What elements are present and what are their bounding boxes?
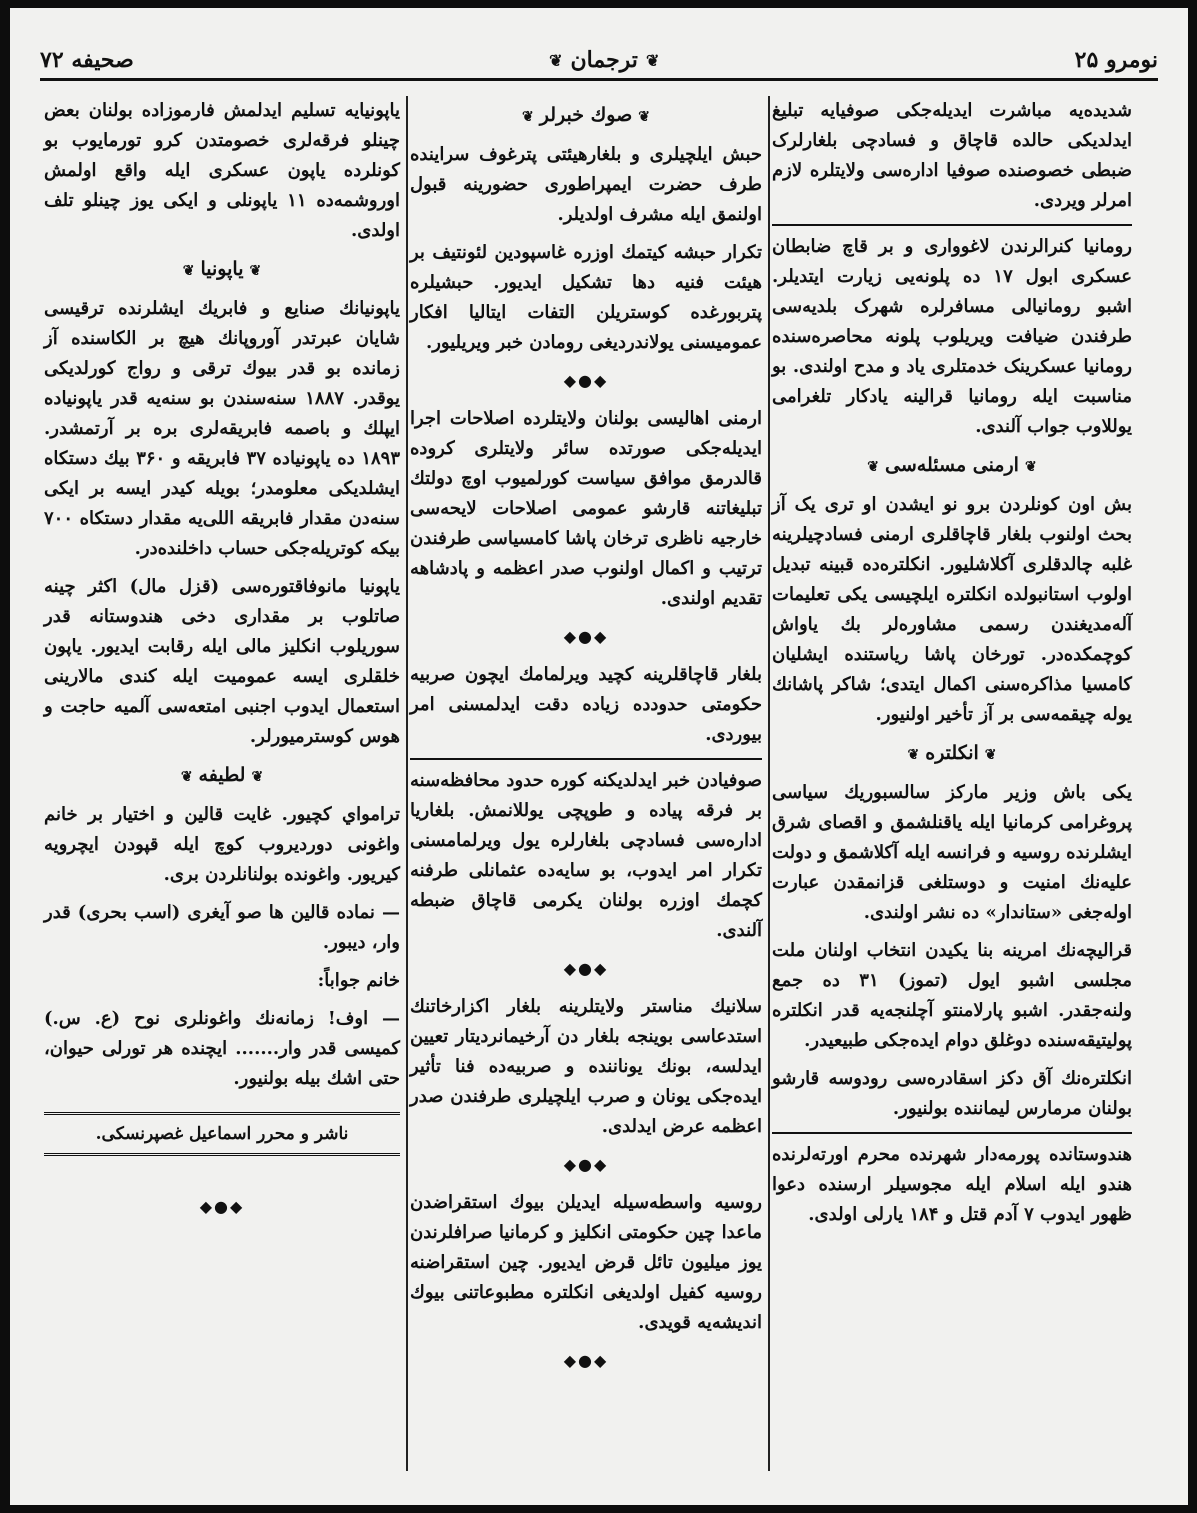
article-paragraph: یاپونیا مانوفاقتوره‌سی (قزل مال) اکثر چینه صاتلوب بر مقداری دخی هندوستانه قدر سوریلوب انکلیز مالی ایله رقابت ایدیور. یاپون خلقلری ایسه عمومیت ایله کندی مالارینی استعمال ایدوب اجنبی امتعه‌سی آلمیه حاجت و هوس کوسترمیورلر. bbox=[44, 576, 400, 747]
ornament-icon: ❦ bbox=[645, 50, 660, 70]
dialogue-line: — نماده قالین ها صو آیغری (اسب بحری) قدر وار، دیبور. bbox=[44, 902, 400, 953]
section-heading bbox=[410, 100, 762, 132]
heading-text: صوك خبرلر bbox=[539, 104, 633, 126]
article-paragraph: بش اون کونلردن برو نو ایشدن او تری یک آز بحث اولنوب بلغار قاچاقلری ارمنی فسادچیلرینه غلبه چالدقلری آکلاشلیور. انکلتره‌ده قبینه تبدیل اولوب استانبولده انکلتره ایلچیسی یکی تعلیمات آله‌مدیغندن رسمی مشاوره‌لر بك یاواش کوچمکده‌در. تورخان پاشا ریاستنده ایشلیان کامسیا مذاکره‌سنی اکمال ایتدی؛ شاکر پاشانك یوله چیقمه‌سی بر آز تأخیر اولنیور. bbox=[772, 494, 1132, 725]
page-number: صحیفه ۷۲ bbox=[40, 47, 134, 73]
column-right bbox=[772, 96, 1132, 1475]
divider-ornament: ◆●◆ bbox=[563, 1351, 609, 1370]
newspaper-page bbox=[10, 8, 1188, 1505]
ornament-icon: ❦ bbox=[522, 109, 534, 125]
newspaper-title: ترجمان bbox=[570, 47, 638, 73]
article-paragraph: ترامواي کچیور. غایت قالین و اختیار بر خانم واغونی دوردیروب کوچ ایله قپودن ایچرویه کیریور. واغونده بولنانلردن بری. bbox=[44, 804, 400, 885]
article-paragraph: بلغار قاچاقلرینه کچید ویرلمامك ایچون صربیه حکومتی حدودده زیاده دقت ایدلمسنی امر بیوردی. bbox=[410, 664, 762, 745]
divider-ornament: ◆●◆ bbox=[563, 371, 609, 390]
article-paragraph: روسیه واسطه‌سیله ایدیلن بیوك استقراضدن ماعدا چین حکومتی انکلیز و کرمانیا صرافلرندن یوز میلیون تائل قرض ایدیور. چین استقراضنه روسیه کفیل اولدیغی انکلتره مطبوعاتنی بیوك اندیشه‌یه قویدی. bbox=[410, 1192, 762, 1333]
heading-text: ارمنی مسئله‌سی bbox=[885, 454, 1019, 476]
article-paragraph: هندوستانده پورمه‌دار شهرنده محرم اورته‌لرنده هندو ایله اسلام ایله مجوسیلر ارسنده دعوا ظهور ایدوب ۷ آدم قتل و ۱۸۴ یارلی اولدی. bbox=[772, 1144, 1132, 1225]
divider-ornament: ◆●◆ bbox=[563, 627, 609, 646]
masthead bbox=[40, 38, 1158, 82]
article-paragraph: انکلتره‌نك آق دکز اسقادره‌سی رودوسه قارشو بولنان مرمارس لیماننده بولنیور. bbox=[772, 1068, 1132, 1119]
ornament-icon: ❦ bbox=[180, 769, 193, 785]
article-paragraph: صوفیادن خبر ایدلدیکنه کوره حدود محافظه‌سنه بر فرقه پیاده و طوپچی یوللانمش. بلغاریا اداره‌سی فسادچی بلغارلره یول ویرلمامسنی تکرار امر ایدوب، بو سایه‌ده عثمانلی طرفنه کچمك اوزره بولنان یکرمی قاچاق ضبطه آلندی. bbox=[410, 770, 762, 941]
ornament-icon: ❦ bbox=[249, 263, 262, 279]
article-paragraph: تکرار حبشه کیتمك اوزره غاسپودین لئونتیف بر هیئت فنیه دها تشکیل ایدیور. حبشیلره پتربورغده کوستریلن التفات ایتالیا افکار عمومیسنی یولاندردیغی رومادن خبر ویریلیور. bbox=[410, 242, 762, 353]
section-heading bbox=[44, 254, 400, 286]
article-paragraph: یکی باش وزیر مارکز سالسبوریك سیاسی پروغرامی کرمانیا ایله یاقنلشمق و اقصای شرق ایشلرنده روسیه و فرانسه ایله آکلاشمق و دولت علیه‌نك امنیت و دوستلغی قزانمقدن عبارت اوله‌جغی «ستاندار» ده نشر اولندی. bbox=[772, 782, 1132, 923]
ornament-icon: ❦ bbox=[984, 747, 997, 763]
section-rule bbox=[410, 758, 762, 760]
divider-ornament: ◆●◆ bbox=[563, 959, 609, 978]
column-separator bbox=[406, 96, 408, 1471]
ornament-icon: ❦ bbox=[182, 263, 195, 279]
divider-ornament: ◆●◆ bbox=[199, 1197, 245, 1216]
section-rule bbox=[772, 1132, 1132, 1134]
ornament-icon: ❦ bbox=[549, 50, 563, 70]
ornament-icon: ❦ bbox=[638, 109, 650, 125]
ornament-icon: ❦ bbox=[907, 747, 920, 763]
article-paragraph: ارمنی اهالیسی بولنان ولایتلرده اصلاحات اجرا ایدیله‌جکی صورتده سائر ولایتلری کروده قالدرمق موافق سیاست کورلمیوب اوچ دولتك تبلیغاتنه قارشو عمومی اصلاحات لایحه‌سی خارجیه ناظری ترخان پاشا کامسیاسی طرفندن ترتیب و اکمال اولنوب صدر اعظمه و پادشاهه تقدیم اولندی. bbox=[410, 408, 762, 609]
heading-text: یاپونیا bbox=[200, 258, 244, 280]
heading-text: لطیفه bbox=[198, 764, 246, 786]
section-heading bbox=[44, 760, 400, 792]
section-heading bbox=[772, 450, 1132, 482]
heading-text: انکلتره bbox=[925, 742, 979, 764]
article-paragraph: یاپونیایه تسلیم ایدلمش فارموزاده بولنان بعض چینلو فرقه‌لری خصومتدن کرو تورمایوب بو کونلرده یاپون عسکری ایله واقع اولمش اوروشمه‌ده ۱۱ یاپونلی و ایکی یوز چینلو تلف اولدی. bbox=[44, 100, 400, 241]
column-separator bbox=[768, 96, 770, 1471]
ornament-icon: ❦ bbox=[867, 459, 880, 475]
dialogue-line: خانم جواباً: bbox=[317, 970, 400, 991]
dialogue-line: — اوف! زمانه‌نك واغونلری نوح (ع. س.) کمیسی قدر وار....... ایچنده هر تورلی حیوان، حتی اشك بیله بولنیور. bbox=[44, 1008, 400, 1089]
article-paragraph: رومانیا کنرالرندن لاغوواری و بر قاچ ضابطان عسکری ابول ۱۷ ده پلونه‌یی زیارت ایتدیلر. اشبو رومانیالی مسافرلره شهرک بلدیه‌سی طرفندن ضیافت ویریلوب پلونه محاصره‌سنده رومانیا عسکرینک خدمتلری یاد و مدح اولندی. بو مناسبت ایله رومانیا قرالینه یادکار تلغرامی یوللاوب جواب آلندی. bbox=[772, 236, 1132, 437]
divider-ornament: ◆●◆ bbox=[563, 1155, 609, 1174]
masthead-rule bbox=[40, 78, 1158, 81]
section-heading bbox=[772, 738, 1132, 770]
section-rule bbox=[772, 224, 1132, 226]
column-middle bbox=[410, 96, 762, 1475]
article-paragraph: شدیده‌یه مباشرت ایدیله‌جکی صوفیایه تبلیغ ایدلدیکی حالده قاچاق و فساد‌چی بلغارلرک ضبطی خصوصنده صوفیا اداره‌سی ولایتلره لازم امرلر ویردی. bbox=[772, 100, 1132, 211]
column-left bbox=[44, 96, 400, 1475]
article-paragraph: سلانیك مناستر ولایتلرینه بلغار اکزارخاتنك استدعاسی بوینجه بلغار دن آرخیمانردیتار تعیین ایدلسه، بونك یوناننده و صربیه‌ده فنا تأثیر ایده‌جکی یونان و صرب ایلچیلری طرفندن صدر اعظمه عرض ایدلدی. bbox=[410, 996, 762, 1137]
article-paragraph: حبش ایلچیلری و بلغارهیئتی پترغوف سراینده طرف حضرت ایمپراطوری حضورینه قبول اولنمق ایله مشرف اولدیلر. bbox=[410, 144, 762, 225]
ornament-icon: ❦ bbox=[1024, 459, 1037, 475]
article-paragraph: قرالیچه‌نك امرینه بنا یکیدن انتخاب اولنان ملت مجلسی اشبو ایول (تموز) ۳۱ ده جمع ولنه‌جقدر. اشبو پارلامنتو آچلنجه‌یه قدر انکلتره پولیتیقه‌سنده دوغلق دوام ایده‌جکی طبیعیدر. bbox=[772, 940, 1132, 1051]
masthead-center bbox=[549, 47, 659, 73]
ornament-icon: ❦ bbox=[251, 769, 264, 785]
issue-number: نومرو ۲۵ bbox=[1074, 47, 1158, 73]
article-paragraph: یاپونیانك صنایع و فابریك ایشلرنده ترقیسی شایان عبرتدر آوروپانك هیچ بر الکاسنده آز زمانده بو قدر بیوك ترقی و رواج کورلدیکی یوقدر. ۱۸۸۷ سنه‌سندن بو سنه‌یه قدر یاپونیاده ایپلك و باصمه فابریقه‌لری بره بر آرتمشدر. ۱۸۹۳ ده یاپونیاده ۳۷ فابریقه و ۳۶۰ بیك دستکاه ایشلدیکی معلومدر؛ بویله کیدر ایسه بر ایکی سنه‌دن مقدار فابریقه اللی‌یه مقدار دستکاه ۷۰۰ بیکه کوتریله‌جکی حساب داخلنده‌در. bbox=[44, 298, 401, 559]
publisher-credit: ناشر و محرر اسماعیل غصپرنسکی. bbox=[44, 1112, 400, 1156]
